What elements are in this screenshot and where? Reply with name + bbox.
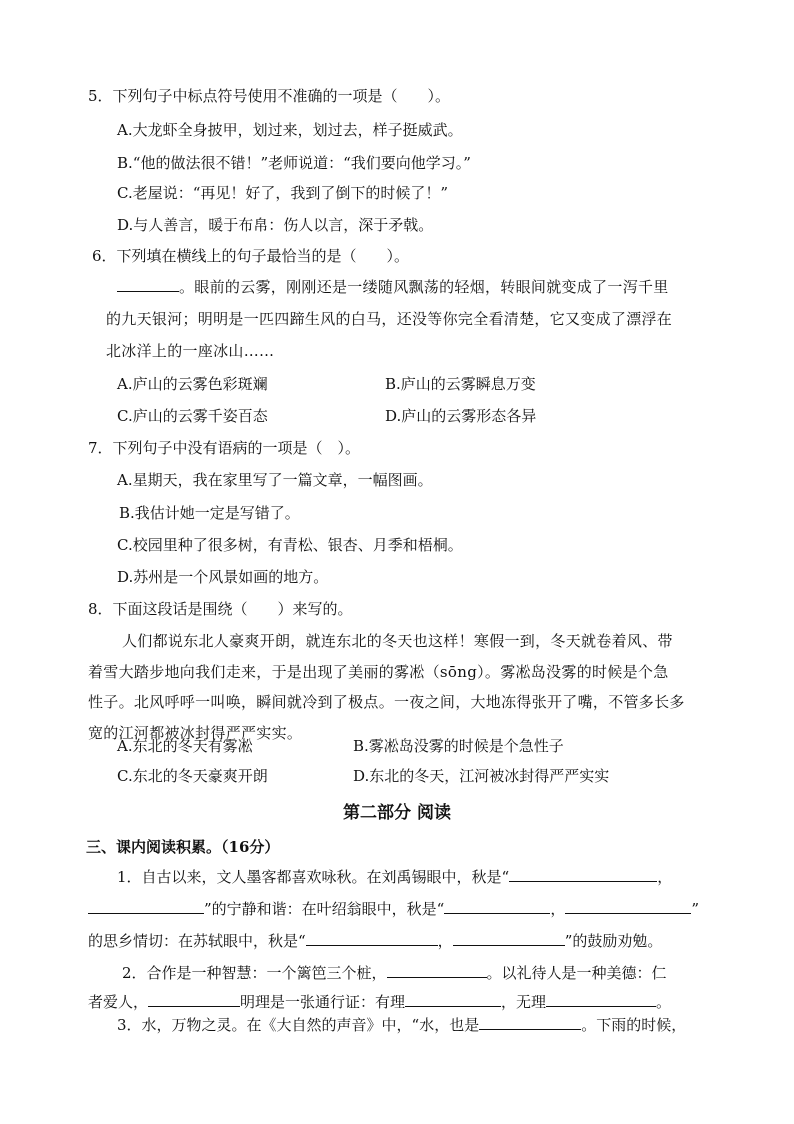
- part2-title: 第二部分 阅读: [343, 803, 451, 823]
- s3-q1-text2c: ”: [691, 900, 700, 918]
- q6-option-d[interactable]: D.庐山的云雾形态各异: [385, 407, 537, 425]
- q6-answer-blank[interactable]: [117, 276, 179, 292]
- q6-passage-line1: [117, 276, 669, 297]
- q8-stem: 8．下面这段话是围绕（ ）来写的。: [88, 600, 353, 618]
- s3-q3-blank1[interactable]: [479, 1014, 581, 1030]
- s3-q3-line1: [117, 1014, 686, 1035]
- q5-stem: 5．下列句子中标点符号使用不准确的一项是（ ）。: [88, 87, 451, 105]
- s3-q2-line1: [122, 962, 667, 983]
- q5-option-a[interactable]: A.大龙虾全身披甲，划过来，划过去，样子挺威武。: [117, 121, 463, 139]
- q6-passage-line2: 的九天银河；明明是一匹四蹄生风的白马，还没等你完全看清楚，它又变成了漂浮在: [106, 310, 673, 328]
- q5-option-c[interactable]: C.老屋说：“再见！好了，我到了倒下的时候了！”: [117, 184, 449, 202]
- s3-q1-text3c: ”的鼓励劝勉。: [564, 932, 663, 950]
- s3-q1-text3a: 的思乡情切：在苏轼眼中，秋是“: [88, 932, 306, 950]
- s3-q1-blank2[interactable]: [88, 898, 204, 914]
- s3-q1-text2b: ，: [550, 900, 566, 918]
- q6-passage-line3: 北冰洋上的一座冰山……: [106, 342, 275, 360]
- s3-q1-blank5[interactable]: [306, 930, 438, 946]
- q7-option-a[interactable]: A.星期天，我在家里写了一篇文章，一幅图画。: [117, 471, 433, 489]
- s3-q2-blank2[interactable]: [148, 991, 240, 1007]
- s3-q2-text2d: 。: [656, 993, 672, 1011]
- s3-q2-text1a: 2．合作是一种智慧：一个篱笆三个桩，: [122, 964, 387, 982]
- s3-q1-line1: [117, 866, 672, 887]
- s3-q2-text2a: 者爱人，: [88, 993, 149, 1011]
- s3-q1-text2a: ”的宁静和谐：在叶绍翁眼中，秋是“: [204, 900, 445, 918]
- s3-q2-blank1[interactable]: [387, 962, 487, 978]
- s3-q1-blank4[interactable]: [565, 898, 691, 914]
- q8-passage-line4: 宽的江河都被冰封得严严实实。: [88, 724, 303, 742]
- q6-option-c[interactable]: C.庐山的云雾千姿百态: [117, 407, 268, 425]
- q7-option-c[interactable]: C.校园里种了很多树，有青松、银杏、月季和梧桐。: [117, 536, 463, 554]
- s3-q2-text2b: 明理是一张通行证：有理: [240, 993, 406, 1011]
- q8-option-c[interactable]: C.东北的冬天豪爽开朗: [117, 767, 268, 785]
- q5-option-b[interactable]: B.“他的做法很不错！”老师说道：“我们要向他学习。”: [117, 154, 471, 172]
- q6-stem: 6．下列填在横线上的句子最恰当的是（ ）。: [92, 247, 410, 265]
- s3-q1-blank6[interactable]: [453, 930, 565, 946]
- s3-q1-text1a: 1．自古以来，文人墨客都喜欢咏秋。在刘禹锡眼中，秋是“: [117, 868, 510, 886]
- q5-option-d[interactable]: D.与人善言，暖于布帛：伤人以言，深于矛戟。: [117, 216, 434, 234]
- s3-q1-blank3[interactable]: [444, 898, 550, 914]
- s3-q3-text1a: 3．水，万物之灵。在《大自然的声音》中，“水，也是: [117, 1016, 480, 1034]
- s3-q1-blank1[interactable]: [509, 866, 657, 882]
- q7-option-b[interactable]: B.我估计她一定是写错了。: [119, 504, 300, 522]
- q6-option-a[interactable]: A.庐山的云雾色彩斑斓: [117, 375, 268, 393]
- q6-passage-text1: 。眼前的云雾，刚刚还是一缕随风飘荡的轻烟，转眼间就变成了一泻千里: [179, 278, 669, 296]
- s3-q2-text2c: ，无理: [501, 993, 547, 1011]
- q7-option-d[interactable]: D.苏州是一个风景如画的地方。: [117, 568, 329, 586]
- s3-q2-text1b: 。以礼待人是一种美德：仁: [486, 964, 667, 982]
- s3-q3-text1b: 。下雨的时候，: [581, 1016, 687, 1034]
- s3-q1-line3: [88, 930, 662, 951]
- section3-title: 三、课内阅读积累。（16分）: [86, 838, 280, 856]
- q8-option-d[interactable]: D.东北的冬天，江河被冰封得严严实实: [353, 767, 610, 785]
- s3-q2-line2: [88, 991, 671, 1012]
- q8-option-b[interactable]: B.雾凇岛没雾的时候是个急性子: [353, 737, 564, 755]
- s3-q2-blank3[interactable]: [405, 991, 501, 1007]
- q8-passage-line2: 着雪大踏步地向我们走来，于是出现了美丽的雾凇（sōng）。雾凇岛没雾的时候是个急: [88, 663, 669, 681]
- s3-q1-text1b: ，: [657, 868, 673, 886]
- s3-q2-blank4[interactable]: [546, 991, 656, 1007]
- q6-option-b[interactable]: B.庐山的云雾瞬息万变: [385, 375, 536, 393]
- s3-q1-line2: [88, 898, 699, 919]
- s3-q1-text3b: ，: [437, 932, 453, 950]
- q8-option-a[interactable]: A.东北的冬天有雾凇: [117, 737, 253, 755]
- q7-stem: 7．下列句子中没有语病的一项是（ ）。: [88, 439, 361, 457]
- q8-passage-line3: 性子。北风呼呼一叫唤，瞬间就冷到了极点。一夜之间，大地冻得张开了嘴，不管多长多: [88, 693, 685, 711]
- q8-passage-line1: 人们都说东北人豪爽开朗，就连东北的冬天也这样！寒假一到，冬天就卷着风、带: [122, 632, 673, 650]
